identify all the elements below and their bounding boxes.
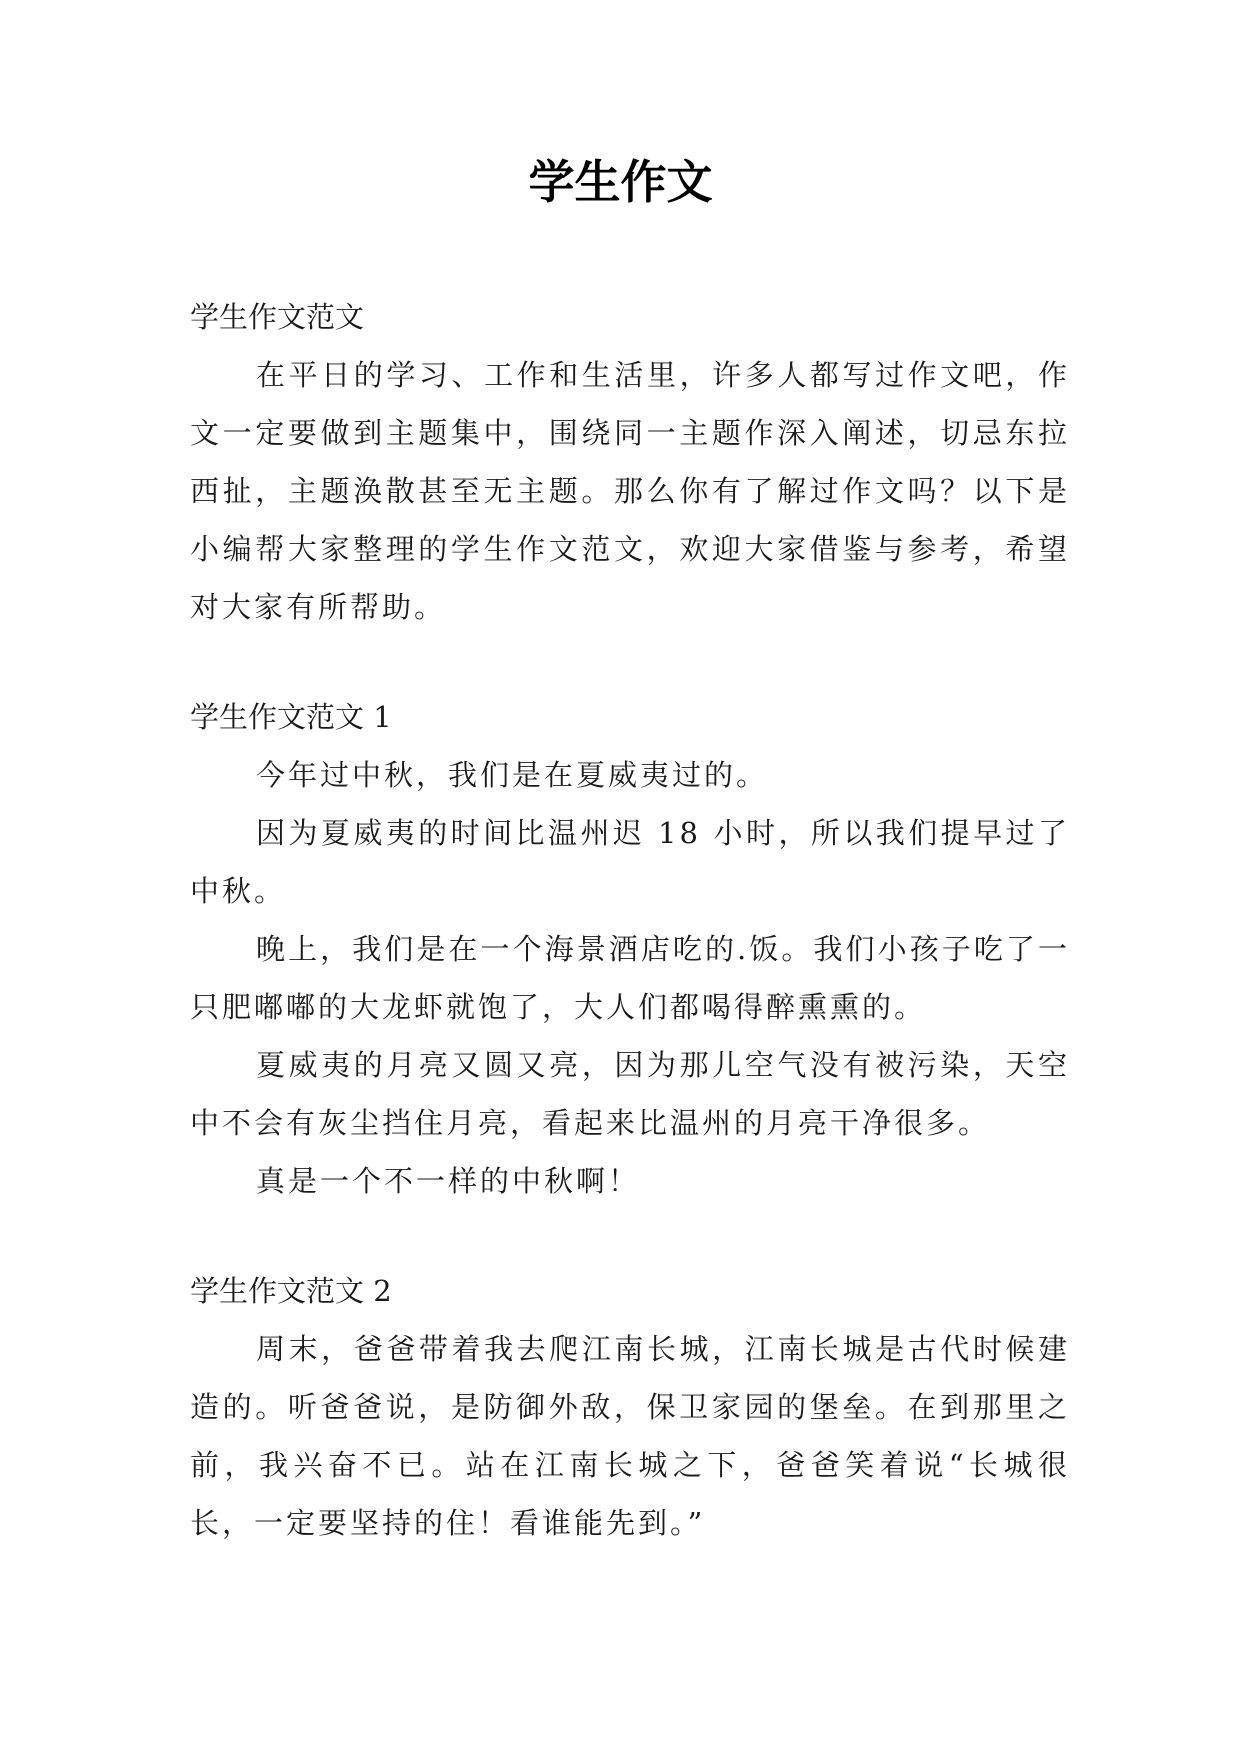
section-essay-2 (190, 1262, 1070, 1552)
paragraph: 周末，爸爸带着我去爬江南长城，江南长城是古代时候建造的。听爸爸说，是防御外敌，保卫家园的堡垒。在到那里之前，我兴奋不已。站在江南长城之下，爸爸笑着说“长城很长，一定要坚持的住！看谁能先到。” (190, 1332, 1070, 1540)
section-heading: 学生作文范文 2 (190, 1274, 392, 1308)
paragraph: 在平日的学习、工作和生活里，许多人都写过作文吧，作文一定要做到主题集中，围绕同一主题作深入阐述，切忌东拉西扯，主题涣散甚至无主题。那么你有了解过作文吗？以下是小编帮大家整理的学生作文范文，欢迎大家借鉴与参考，希望对大家有所帮助。 (190, 358, 1070, 624)
section-essay-1 (190, 688, 1070, 1210)
paragraph: 真是一个不一样的中秋啊！ (256, 1164, 641, 1198)
paragraph: 晚上，我们是在一个海景酒店吃的.饭。我们小孩子吃了一只肥嘟嘟的大龙虾就饱了，大人们都喝得醉熏熏的。 (190, 932, 1070, 1024)
document-title: 学生作文 (528, 155, 713, 209)
section-intro (190, 288, 1070, 636)
paragraph: 因为夏威夷的时间比温州迟 18 小时，所以我们提早过了中秋。 (190, 816, 1070, 908)
paragraph: 夏威夷的月亮又圆又亮，因为那儿空气没有被污染，天空中不会有灰尘挡住月亮，看起来比温州的月亮干净很多。 (190, 1048, 1070, 1140)
section-heading: 学生作文范文 1 (190, 700, 392, 734)
paragraph: 今年过中秋，我们是在夏威夷过的。 (256, 758, 769, 792)
document-body (190, 288, 1070, 1604)
section-heading: 学生作文范文 (190, 300, 365, 334)
